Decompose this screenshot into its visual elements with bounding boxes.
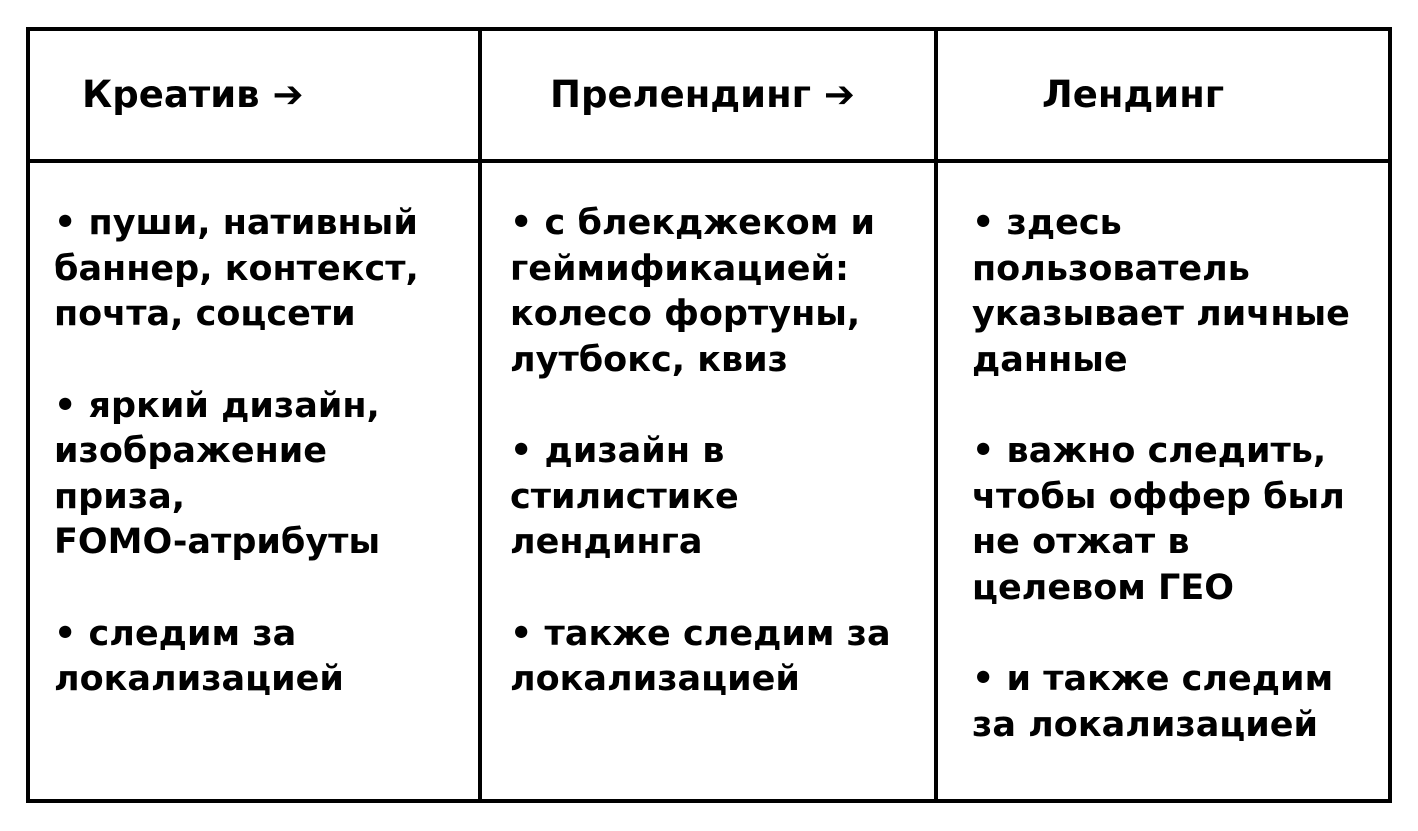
header-prelanding: Прелендинг ➔: [550, 73, 855, 116]
header-cell-prelanding: [482, 31, 938, 163]
prelanding-bullet-2: • дизайн в стилистике лендинга: [510, 431, 739, 562]
body-cell-landing: [938, 163, 1388, 799]
body-cell-creative: [30, 163, 482, 799]
header-cell-landing: [938, 31, 1388, 163]
header-creative: Креатив ➔: [82, 73, 304, 116]
funnel-table: [26, 27, 1392, 803]
header-cell-creative: [30, 31, 482, 163]
body-cell-prelanding: [482, 163, 938, 799]
creative-bullet-list: [54, 201, 474, 703]
creative-bullet-1: • пуши, нативный баннер, контекст, почта, соцсети: [54, 203, 419, 334]
landing-bullet-1: • здесь пользователь указывает личные данные: [972, 203, 1350, 380]
landing-bullet-3: • и также следим за локализацией: [972, 659, 1334, 745]
prelanding-bullet-3: • также следим за локализацией: [510, 613, 891, 699]
landing-bullet-2: • важно следить, чтобы оффер был не отжат в целевом ГЕО: [972, 431, 1345, 608]
prelanding-bullet-1: • с блекджеком и геймификацией: колесо фортуны, лутбокс, квиз: [510, 203, 876, 380]
landing-bullet-list: [972, 201, 1384, 748]
creative-bullet-2: • яркий дизайн, изображение приза, FOMO-атрибуты: [54, 385, 381, 562]
prelanding-bullet-list: [510, 201, 930, 703]
header-landing: Лендинг: [1042, 73, 1225, 116]
creative-bullet-3: • следим за локализацией: [54, 613, 344, 699]
